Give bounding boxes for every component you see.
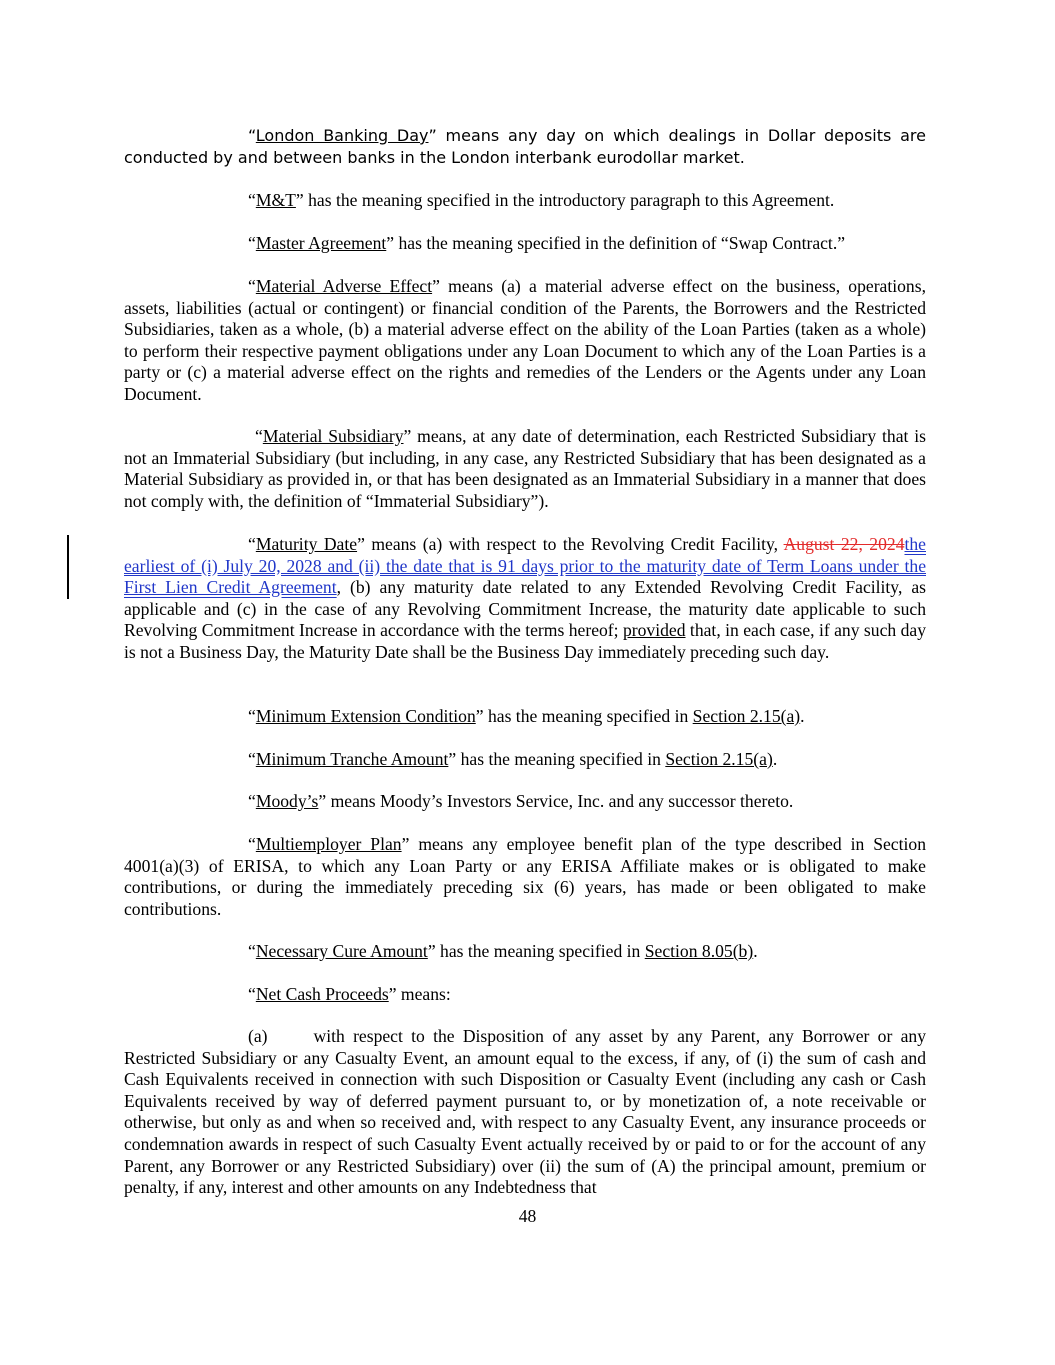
definition-master-agreement: “Master Agreement” has the meaning specified in the definition of “Swap Contract.”	[248, 233, 846, 253]
definition-multiemployer-plan: “Multiemployer Plan” means any employee benefit plan of the type described in Section 4001(a)(3) of ERISA, to which any Loan Party or any ERISA Affiliate makes or is obligated to make contributions, or during the immediately preceding six (6) years, has made or been obligated to make contributions.	[124, 834, 926, 919]
defined-term: M&T	[255, 190, 296, 210]
clause-label: (a)	[248, 1026, 268, 1046]
section-reference: Section 2.15(a)	[692, 706, 801, 726]
definition-text: has the meaning specified in the introductory paragraph to this Agreement.	[303, 190, 835, 210]
change-bar	[67, 535, 69, 599]
definition-material-subsidiary: “Material Subsidiary” means, at any date of determination, each Restricted Subsidiary that is not an Immaterial Subsidiary (but including, in any case, any Restricted Subsidiary that has been designated as a Material Subsidiary as provided in, or that has been designated as an Immaterial Subsidiary in a manner that does not comply with, the definition of “Immaterial Subsidiary”).	[124, 426, 926, 511]
definition-minimum-tranche-amount: “Minimum Tranche Amount” has the meaning specified in Section 2.15(a).	[248, 749, 778, 769]
definition-text: has the meaning specified in	[435, 941, 645, 961]
deleted-text: August 22, 2024	[783, 534, 905, 554]
definition-text: means Moody’s Investors Service, Inc. and any successor thereto.	[326, 791, 794, 811]
definition-net-cash-proceeds: “Net Cash Proceeds” means:	[248, 984, 451, 1004]
definition-maturity-date: “Maturity Date” means (a) with respect to the Revolving Credit Facility, August 22, 2024the earliest of (i) July 20, 2028 and (ii) the date that is 91 days prior to the maturity date of Term Loans under the First Lien Credit Agreement, (b) any maturity date related to any Extended Revolving Credit Facility, as applicable and (c) in the case of any Revolving Commitment Increase, the maturity date applicable to such Revolving Commitment Increase in accordance with the terms hereof; provided that, in each case, if any such day is not a Business Day, the Maturity Date shall be the Business Day immediately preceding such day.	[124, 534, 926, 662]
period: .	[800, 706, 805, 726]
definition-text: , (b) any maturity date related to any Extended Revolving Credit Facility, as applicable and (c) in the case of any Revolving Commitment Increase, the maturity date applicable to such Revolving Commitment Increase in accordance with the terms hereof;	[124, 577, 926, 641]
defined-term: Moody’s	[255, 791, 319, 811]
definition-text: means:	[396, 984, 451, 1004]
definition-material-adverse-effect: “Material Adverse Effect” means (a) a material adverse effect on the business, operations, assets, liabilities (actual or contingent) or financial condition of the Parents, the Borrowers and the Restricted Subsidiaries, taken as a whole, (b) a material adverse effect on the ability of the Loan Parties (taken as a whole) to perform their respective payment obligations under any Loan Document to which any of the Loan Parties is a party or (c) a material adverse effect on the rights and remedies of the Lenders or the Agents under any Loan Document.	[124, 276, 926, 404]
page-number: 48	[518, 1206, 537, 1226]
defined-term: Material Adverse Effect	[255, 276, 433, 296]
definition-text: means, at any date of determination, each Restricted Subsidiary that is not an Immaterial Subsidiary (but including, in any case, any Restricted Subsidiary that has been designated as a Material Subsidiary as provided in, or that has been designated as an Immaterial Subsidiary in a manner that does not comply with, the definition of “Immaterial Subsidiary”).	[124, 426, 926, 511]
definition-text: means any employee benefit plan of the type described in Section 4001(a)(3) of ERISA, to which any Loan Party or any ERISA Affiliate makes or is obligated to make contributions, or during the immediately preceding six (6) years, has made or been obligated to make contributions.	[124, 834, 926, 919]
provided-term: provided	[622, 620, 686, 641]
period: .	[772, 749, 778, 769]
definition-necessary-cure-amount: “Necessary Cure Amount” has the meaning specified in Section 8.05(b).	[248, 941, 758, 961]
defined-term: Master Agreement	[255, 233, 387, 253]
definition-text: has the meaning specified in	[483, 706, 693, 726]
defined-term: Multiemployer Plan	[255, 834, 402, 854]
clause-net-cash-proceeds-a	[124, 1026, 926, 1199]
definition-text: has the meaning specified in the definition of “Swap Contract.”	[394, 233, 846, 253]
defined-term: Net Cash Proceeds	[255, 984, 389, 1004]
defined-term: Necessary Cure Amount	[255, 941, 428, 961]
definition-minimum-extension-condition: “Minimum Extension Condition” has the meaning specified in Section 2.15(a).	[248, 706, 805, 726]
defined-term: Minimum Tranche Amount	[255, 749, 449, 769]
definition-text: that, in each case, if any such day is not a Business Day, the Maturity Date shall be the Business Day immediately preceding such day.	[124, 620, 926, 662]
inserted-text: the earliest of (i) July 20, 2028 and (ii) the date that is 91 days prior to the maturity date of Term Loans under the First Lien Credit Agreement	[124, 534, 926, 598]
clause-text: with respect to the Disposition of any asset by any Parent, any Borrower or any Restricted Subsidiary or any Casualty Event, an amount equal to the excess, if any, of (i) the sum of cash and Cash Equivalents received in connection with such Disposition or Casualty Event (including any cash or Cash Equivalents received by way of deferred payment pursuant to, or by monetization of, a note receivable or otherwise, but only as and when so received and, with respect to any Casualty Event, any insurance proceeds or condemnation awards in respect of such Casualty Event actually received by or paid to or for the account of any Parent, any Borrower or any Restricted Subsidiary) over (ii) the sum of (A) the principal amount, premium or penalty, if any, interest and other amounts on any Indebtedness that	[124, 1026, 926, 1198]
definition-london-banking-day: “London Banking Day” means any day on which dealings in Dollar deposits are conducted by and between banks in the London interbank eurodollar market.	[124, 126, 927, 167]
definition-moodys: “Moody’s” means Moody’s Investors Service, Inc. and any successor thereto.	[248, 791, 794, 811]
defined-term: Material Subsidiary	[262, 426, 404, 446]
defined-term: Minimum Extension Condition	[255, 706, 476, 726]
defined-term: London Banking Day	[255, 126, 429, 145]
definition-text: has the meaning specified in	[456, 749, 666, 769]
definition-mt: “M&T” has the meaning specified in the introductory paragraph to this Agreement.	[248, 190, 835, 210]
defined-term: Maturity Date	[255, 534, 358, 554]
definition-text: means (a) with respect to the Revolving Credit Facility,	[364, 534, 784, 554]
section-reference: Section 2.15(a)	[665, 749, 773, 769]
section-reference: Section 8.05(b)	[644, 941, 754, 961]
period: .	[753, 941, 758, 961]
definition-text: means any day on which dealings in Dollar deposits are conducted by and between banks in the London interbank eurodollar market.	[124, 126, 927, 167]
definition-text: means (a) a material adverse effect on the business, operations, assets, liabilities (actual or contingent) or financial condition of the Parents, the Borrowers and the Restricted Subsidiaries, taken as a whole, (b) a material adverse effect on the ability of the Loan Parties (taken as a whole) to perform their respective payment obligations under any Loan Document to which any of the Loan Parties is a party or (c) a material adverse effect on the rights and remedies of the Lenders or the Agents under any Loan Document.	[124, 276, 926, 404]
